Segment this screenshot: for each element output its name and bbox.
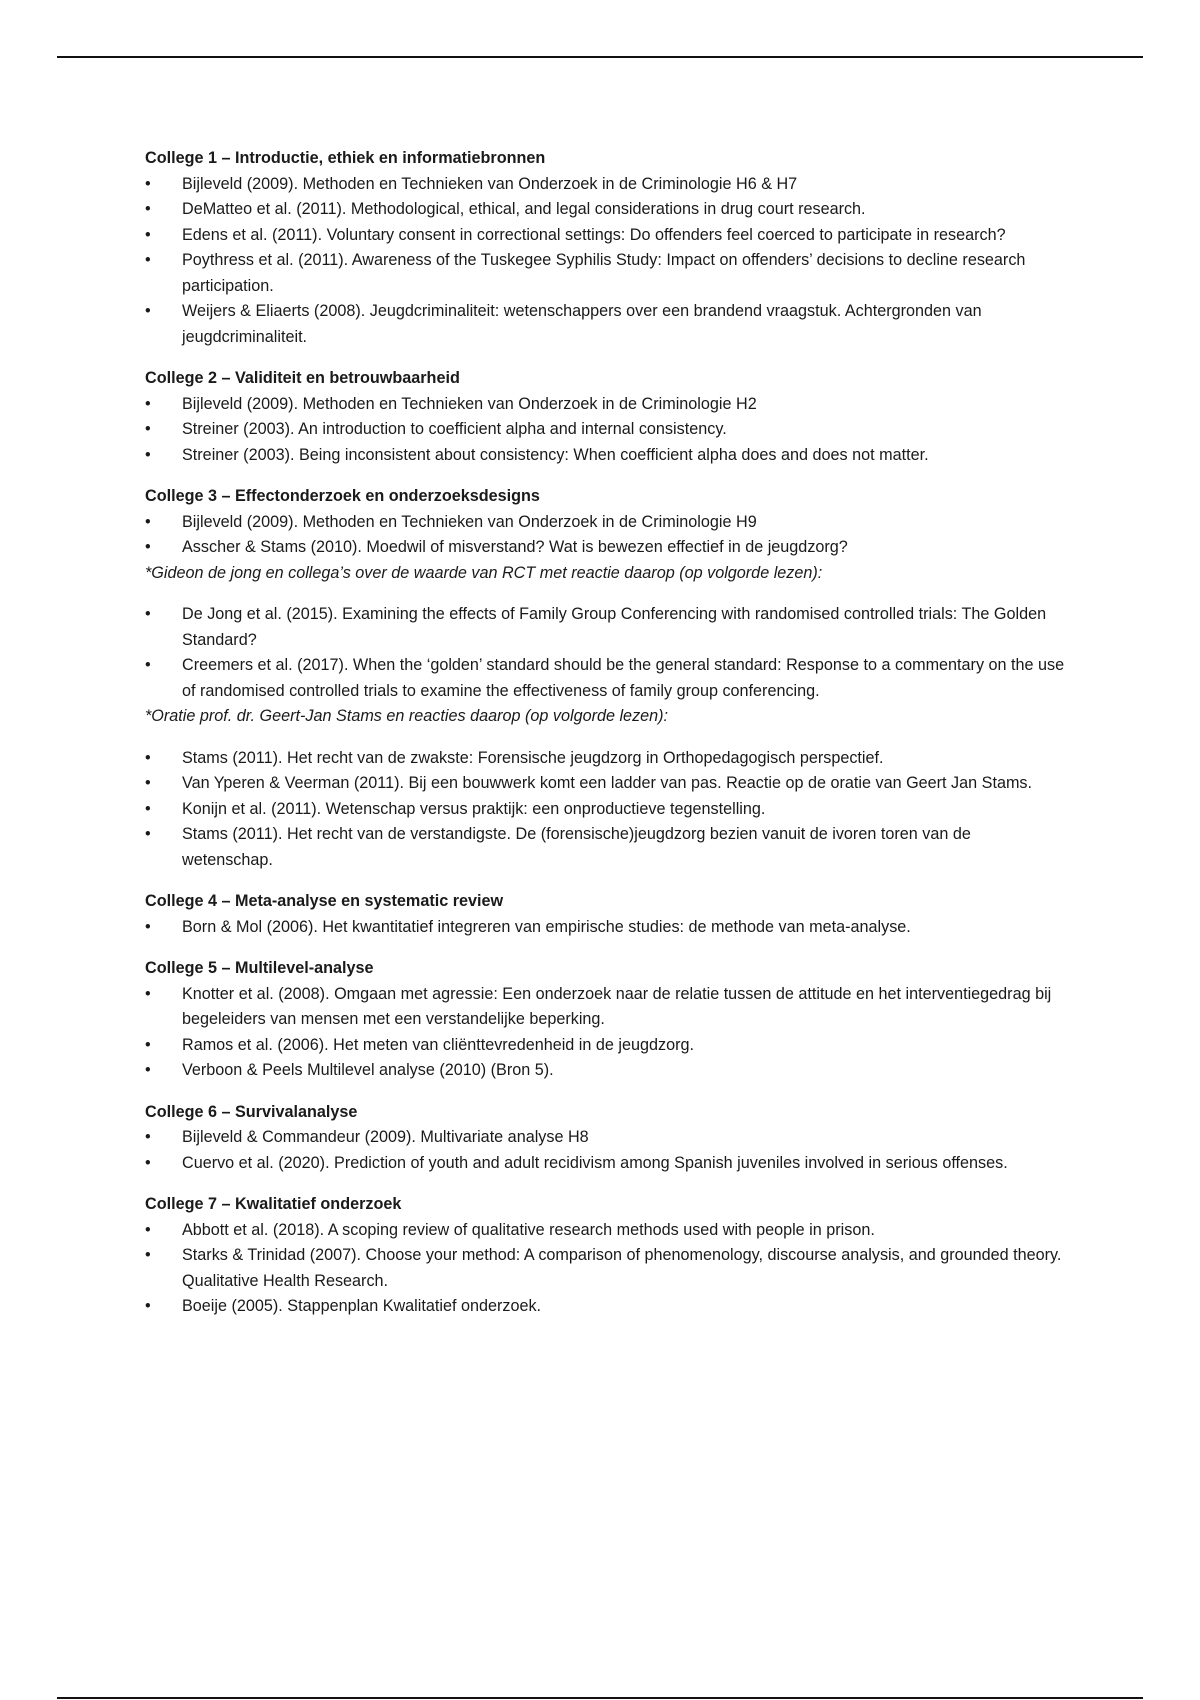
section-college-4 (145, 889, 1065, 940)
reference-item: • Edens et al. (2011). Voluntary consent in correctional settings: Do offenders feel coerced to participate in research? (145, 223, 1065, 249)
bullet: • (145, 394, 151, 413)
reading-note: *Oratie prof. dr. Geert-Jan Stams en reacties daarop (op volgorde lezen): (145, 707, 669, 725)
bullet: • (145, 225, 151, 244)
reference-item: • Stams (2011). Het recht van de verstandigste. De (forensische)jeugdzorg bezien vanuit de ivoren toren van de wetenschap. (145, 822, 1065, 873)
reference-item: • Asscher & Stams (2010). Moedwil of misverstand? Wat is bewezen effectief in de jeugdzorg? (145, 535, 1065, 561)
bullet: • (145, 825, 151, 843)
reference-item: • Knotter et al. (2008). Omgaan met agressie: Een onderzoek naar de relatie tussen de attitude en het interventiegedrag bij begeleiders van mensen met een verstandelijke beperking. (145, 982, 1065, 1033)
bullet: • (145, 174, 151, 193)
bullet: • (145, 748, 151, 767)
reading-note: *Gideon de jong en collega’s over de waarde van RCT met reactie daarop (op volgorde lezen): (145, 563, 823, 582)
reference-list (145, 602, 1065, 704)
reference-item: • DeMatteo et al. (2011). Methodological, ethical, and legal considerations in drug court research. (145, 197, 1065, 223)
reference-item: • Bijleveld (2009). Methoden en Technieken van Onderzoek in de Criminologie H2 (145, 392, 1065, 418)
reference-list (145, 1218, 1065, 1320)
bullet: • (145, 799, 151, 818)
reference-list (145, 1125, 1065, 1176)
reference-item: • Verboon & Peels Multilevel analyse (2010) (Bron 5). (145, 1058, 1065, 1084)
bullet: • (145, 1035, 151, 1054)
bullet: • (145, 1128, 151, 1146)
top-rule (57, 56, 1143, 58)
bullet: • (145, 512, 151, 531)
reference-item: • Boeije (2005). Stappenplan Kwalitatief onderzoek. (145, 1294, 1065, 1320)
reference-item: • Bijleveld (2009). Methoden en Technieken van Onderzoek in de Criminologie H6 & H7 (145, 172, 1065, 198)
reference-item: • Stams (2011). Het recht van de zwakste: Forensische jeugdzorg in Orthopedagogisch perspectief. (145, 746, 1065, 772)
reference-list (145, 746, 1065, 874)
reference-list (145, 172, 1065, 351)
reference-item: • Weijers & Eliaerts (2008). Jeugdcriminaliteit: wetenschappers over een brandend vraagstuk. Achtergronden van jeugdcriminaliteit. (145, 299, 1065, 350)
section-title: College 2 – Validiteit en betrouwbaarheid (145, 369, 460, 387)
reference-list (145, 392, 1065, 469)
reading-list (145, 146, 1065, 1336)
section-college-1 (145, 146, 1065, 350)
bullet: • (145, 917, 151, 936)
section-title: College 1 – Introductie, ethiek en informatiebronnen (145, 149, 546, 167)
bullet: • (145, 1246, 151, 1264)
bullet: • (145, 1220, 151, 1239)
bullet: • (145, 984, 151, 1003)
reference-list (145, 510, 1065, 561)
reference-item: • Cuervo et al. (2020). Prediction of youth and adult recidivism among Spanish juveniles involved in serious offenses. (145, 1151, 1065, 1177)
reference-item: • Creemers et al. (2017). When the ‘golden’ standard should be the general standard: Response to a commentary on the use of randomised controlled trials to examine the effectiveness of family group conferencing. (145, 653, 1065, 704)
reference-item: • De Jong et al. (2015). Examining the effects of Family Group Conferencing with randomised controlled trials: The Golden Standard? (145, 602, 1065, 653)
bullet: • (145, 1297, 151, 1315)
section-title: College 5 – Multilevel-analyse (145, 959, 374, 977)
reference-item: • Abbott et al. (2018). A scoping review of qualitative research methods used with people in prison. (145, 1218, 1065, 1244)
reference-item: • Streiner (2003). An introduction to coefficient alpha and internal consistency. (145, 417, 1065, 443)
bullet: • (145, 302, 151, 320)
section-college-7 (145, 1192, 1065, 1320)
section-college-5 (145, 956, 1065, 1084)
reference-item: • Starks & Trinidad (2007). Choose your method: A comparison of phenomenology, discourse analysis, and grounded theory. Qualitative Health Research. (145, 1243, 1065, 1294)
bottom-rule (57, 1697, 1143, 1699)
bullet: • (145, 656, 151, 674)
bullet: • (145, 774, 151, 792)
section-title: College 7 – Kwalitatief onderzoek (145, 1195, 402, 1213)
bullet: • (145, 1061, 151, 1079)
bullet: • (145, 605, 151, 623)
section-college-2 (145, 366, 1065, 468)
section-college-6 (145, 1100, 1065, 1177)
reference-item: • Streiner (2003). Being inconsistent about consistency: When coefficient alpha does and does not matter. (145, 443, 1065, 469)
bullet: • (145, 445, 151, 464)
section-college-3 (145, 484, 1065, 873)
reference-item: • Konijn et al. (2011). Wetenschap versus praktijk: een onproductieve tegenstelling. (145, 797, 1065, 823)
section-title: College 3 – Effectonderzoek en onderzoeksdesigns (145, 487, 540, 505)
reference-item: • Born & Mol (2006). Het kwantitatief integreren van empirische studies: de methode van meta-analyse. (145, 915, 1065, 941)
reference-item: • Van Yperen & Veerman (2011). Bij een bouwwerk komt een ladder van pas. Reactie op de oratie van Geert Jan Stams. (145, 771, 1065, 797)
bullet: • (145, 420, 151, 438)
reference-list (145, 915, 1065, 941)
reference-item: • Bijleveld & Commandeur (2009). Multivariate analyse H8 (145, 1125, 1065, 1151)
bullet: • (145, 1153, 151, 1172)
section-title: College 4 – Meta-analyse en systematic review (145, 892, 504, 910)
bullet: • (145, 200, 151, 218)
bullet: • (145, 538, 151, 556)
reference-list (145, 982, 1065, 1084)
reference-item: • Ramos et al. (2006). Het meten van cliënttevredenheid in de jeugdzorg. (145, 1033, 1065, 1059)
section-title: College 6 – Survivalanalyse (145, 1102, 358, 1121)
reference-item: • Bijleveld (2009). Methoden en Technieken van Onderzoek in de Criminologie H9 (145, 510, 1065, 536)
reference-item: • Poythress et al. (2011). Awareness of the Tuskegee Syphilis Study: Impact on offenders’ decisions to decline research participation. (145, 248, 1065, 299)
bullet: • (145, 251, 151, 269)
